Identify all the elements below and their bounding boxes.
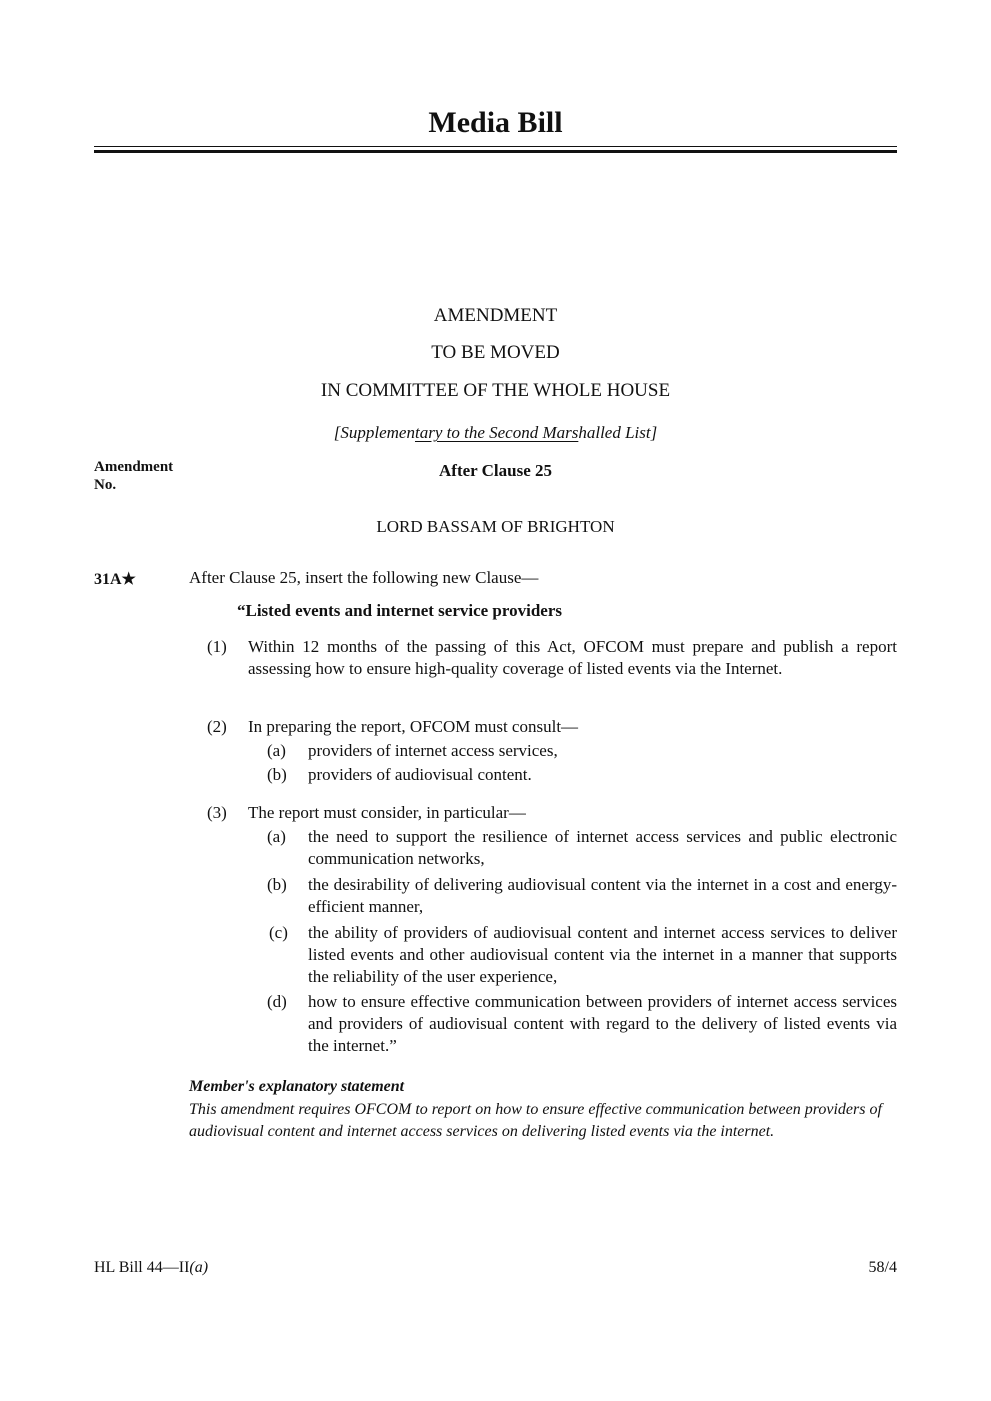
subsection-text: In preparing the report, OFCOM must consult— bbox=[248, 717, 579, 736]
page-title: Media Bill bbox=[428, 106, 563, 139]
explanatory-statement-text: This amendment requires OFCOM to report on how to ensure effective communication between providers of audiovisual content and internet access services on delivering listed events via the internet. bbox=[189, 1101, 882, 1140]
bill-reference-prefix: HL Bill 44—II bbox=[94, 1259, 190, 1276]
paragraph-number: (a) bbox=[267, 827, 286, 846]
new-clause-heading: “Listed events and internet service providers bbox=[237, 601, 563, 620]
paragraph-text: providers of audiovisual content. bbox=[308, 765, 532, 784]
paragraph-text: the need to support the resilience of internet access services and public electronic communication networks, bbox=[308, 827, 897, 868]
title-rule-thick bbox=[94, 150, 897, 153]
subsection-number: (1) bbox=[207, 637, 227, 656]
subsection-text: The report must consider, in particular— bbox=[248, 803, 526, 822]
paragraph-number: (a) bbox=[267, 741, 286, 760]
paragraph-number: (d) bbox=[267, 992, 287, 1011]
supplementary-note bbox=[94, 423, 897, 443]
paragraph-text: providers of internet access services, bbox=[308, 741, 558, 760]
supplementary-pre: [Supplemen bbox=[333, 423, 415, 442]
amendment-label-line1: Amendment bbox=[94, 459, 174, 475]
amendment-number: 31A★ bbox=[94, 571, 136, 588]
notice-amendment: AMENDMENT bbox=[433, 305, 558, 326]
paragraph-text: the desirability of delivering audiovisual content via the internet in a cost and energy-efficient manner, bbox=[308, 875, 897, 916]
paragraph-number: (c) bbox=[269, 923, 288, 942]
supplementary-post: halled List] bbox=[578, 423, 658, 442]
paragraph-text: how to ensure effective communication between providers of internet access services and providers of audiovisual content with regard to the delivery of listed events via the internet.” bbox=[308, 992, 897, 1055]
notice-to-be-moved: TO BE MOVED bbox=[431, 342, 560, 363]
subsection-number: (2) bbox=[207, 717, 227, 736]
notice-committee: IN COMMITTEE OF THE WHOLE HOUSE bbox=[320, 380, 671, 401]
subsection-text: Within 12 months of the passing of this Act, OFCOM must prepare and publish a report assessing how to ensure high-quality coverage of listed events via the Internet. bbox=[248, 637, 897, 678]
page-reference: 58/4 bbox=[868, 1259, 897, 1276]
bill-reference-suffix: (a) bbox=[189, 1259, 209, 1276]
supplementary-underlined: tary to the Second Mars bbox=[414, 423, 579, 442]
paragraph-text: the ability of providers of audiovisual content and internet access services to deliver listed events and other audiovisual content via the internet in a manner that supports the reliability of the user experience, bbox=[308, 923, 897, 986]
paragraph-number: (b) bbox=[267, 875, 287, 894]
paragraph-number: (b) bbox=[267, 765, 287, 784]
amendment-label-line2: No. bbox=[94, 477, 117, 493]
amendment-lead: After Clause 25, insert the following new Clause— bbox=[189, 568, 539, 587]
bill-reference bbox=[94, 1259, 208, 1277]
section-heading: After Clause 25 bbox=[439, 461, 552, 480]
mover-name: LORD BASSAM OF BRIGHTON bbox=[376, 517, 615, 536]
title-rule-thin bbox=[94, 146, 897, 147]
subsection-number: (3) bbox=[207, 803, 227, 822]
explanatory-statement-heading: Member's explanatory statement bbox=[189, 1078, 405, 1095]
